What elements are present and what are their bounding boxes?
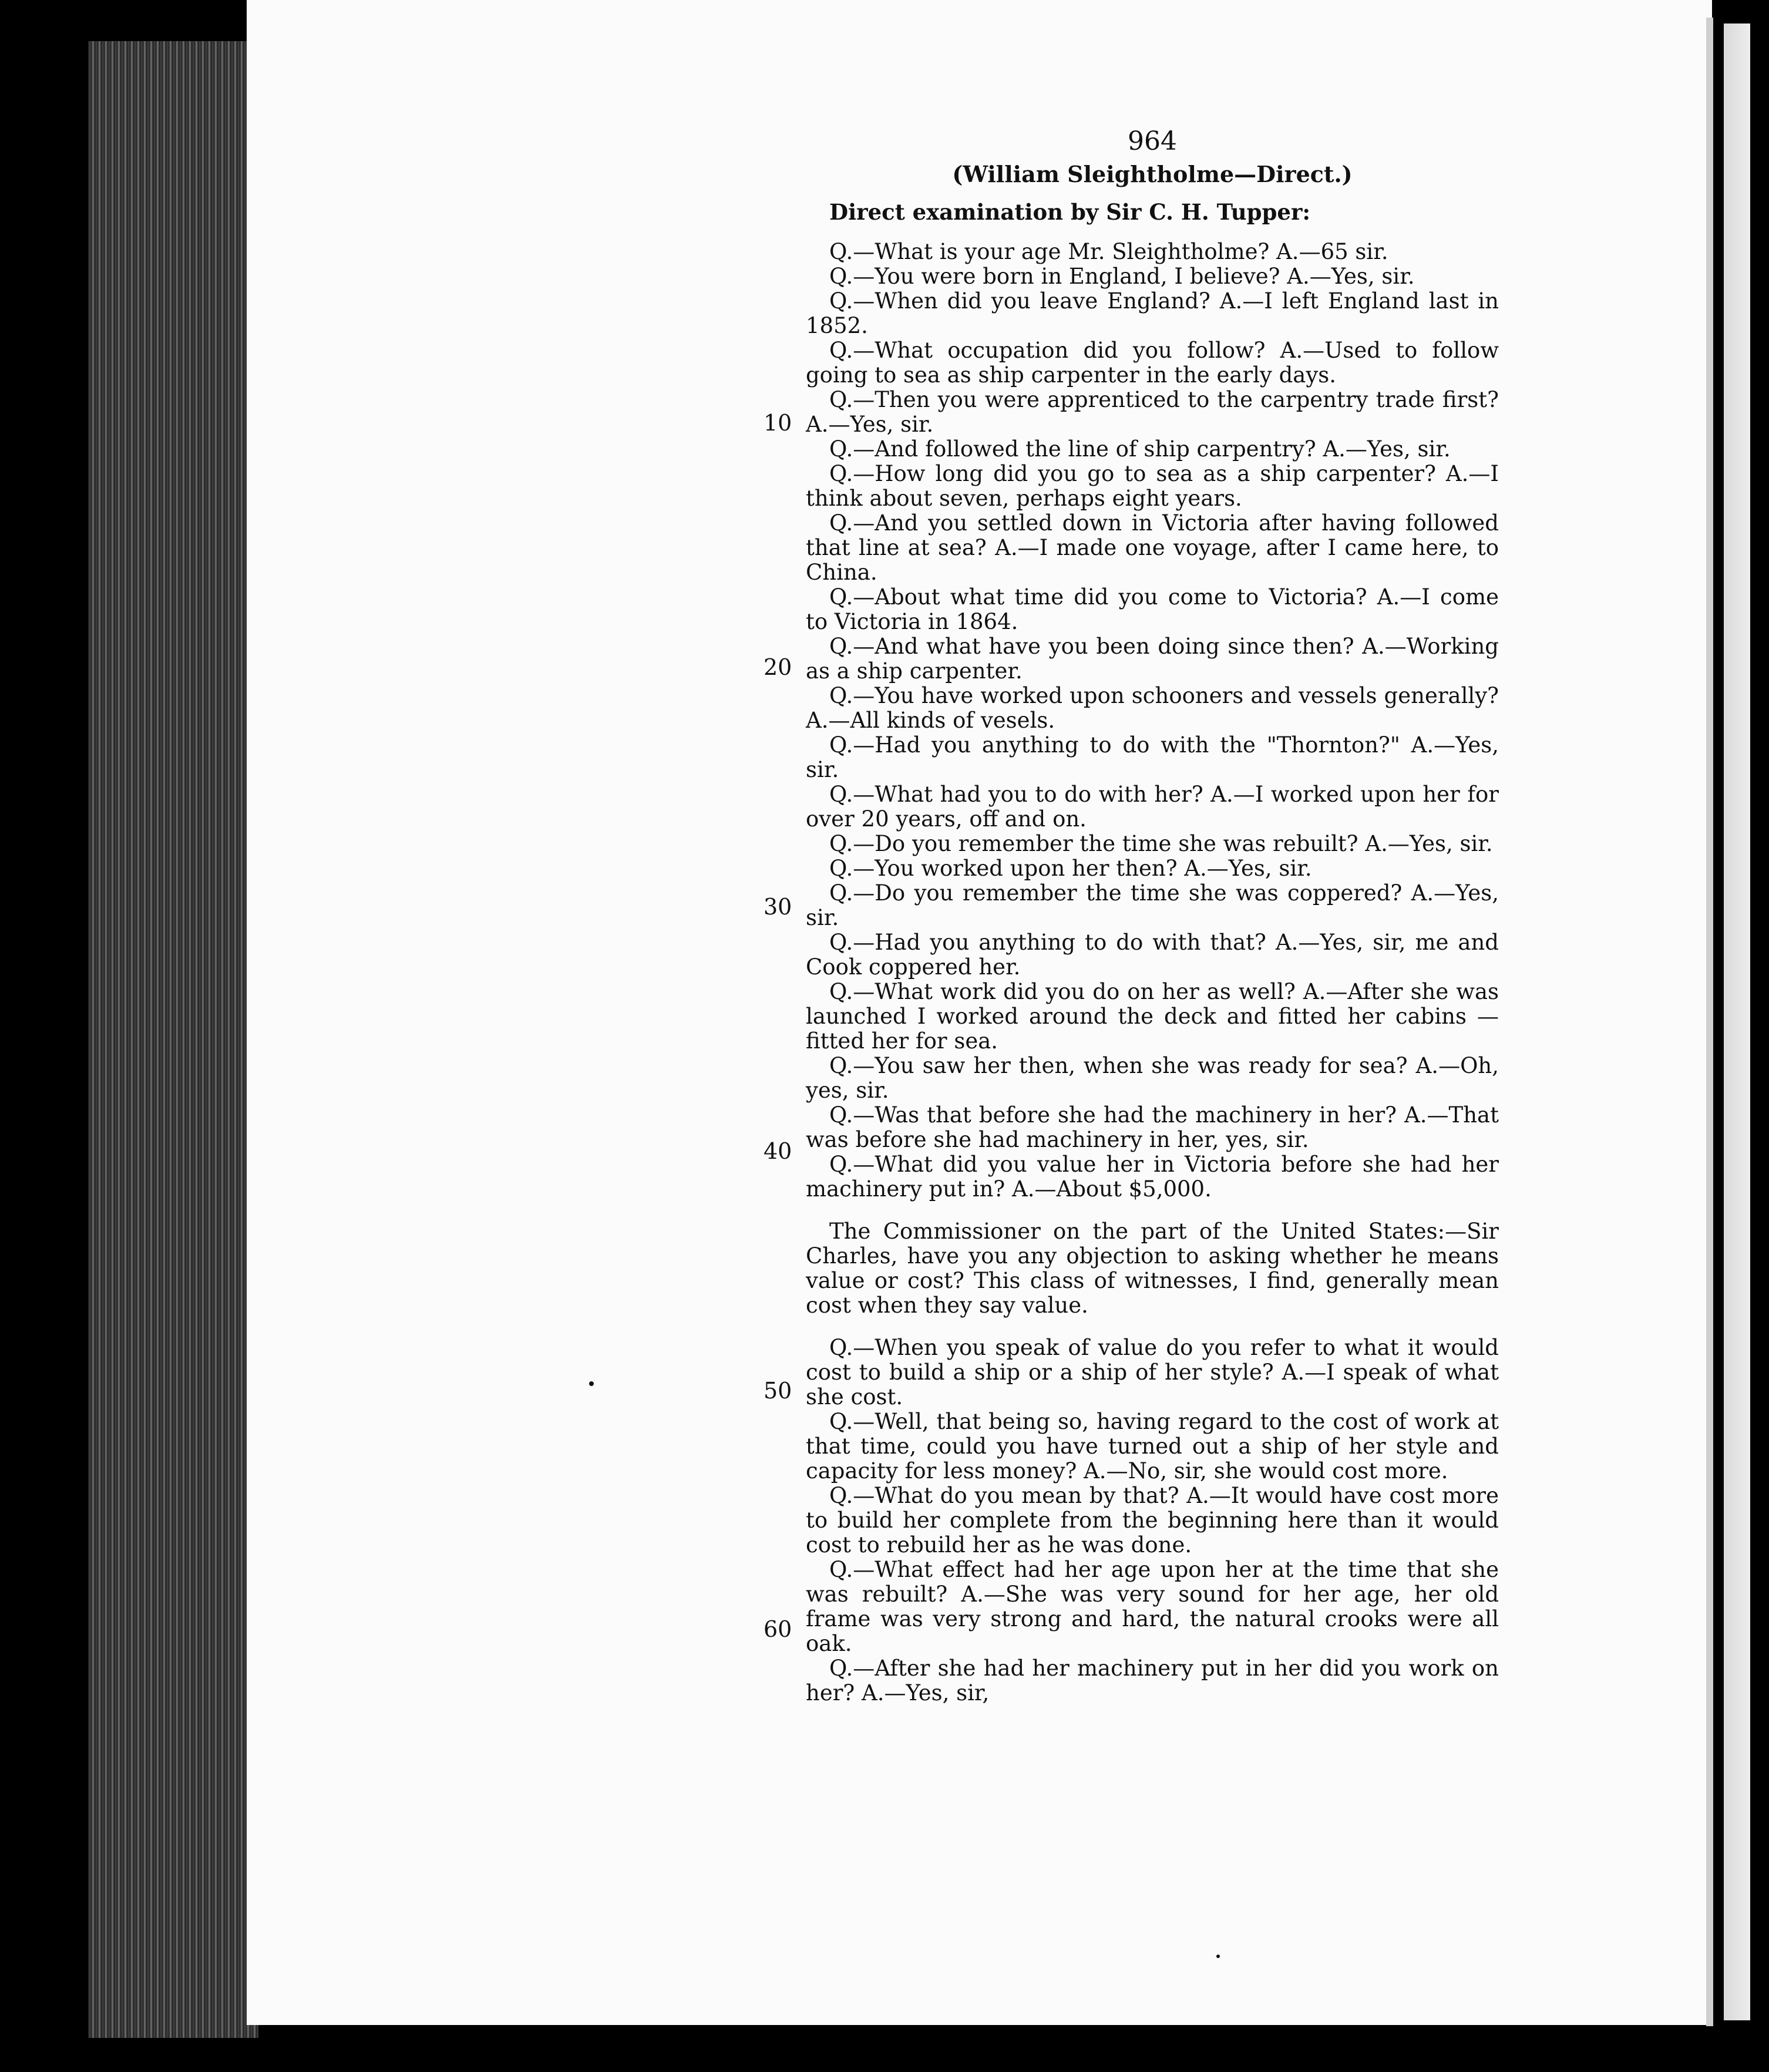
testimony-paragraph: Q.—When you speak of value do you refer to what it would cost to build a ship or a ship of her style? A.—I speak of what she cost.	[806, 1335, 1499, 1410]
testimony-paragraph: Q.—What work did you do on her as well? A.—After she was launched I worked around the deck and fitted her cabins —fitted her for sea.	[806, 979, 1499, 1054]
page-number: 964	[1128, 126, 1177, 156]
testimony-paragraph: Q.—What effect had her age upon her at the time that she was rebuilt? A.—She was very sound for her age, her old frame was very strong and hard, the natural crooks were all oak.	[806, 1557, 1499, 1656]
testimony-paragraph: Q.—You have worked upon schooners and vessels generally? A.—All kinds of vesels.	[806, 683, 1499, 733]
testimony-paragraph: Q.—What is your age Mr. Sleightholme? A.—65 sir.	[829, 239, 1388, 264]
testimony-paragraph: Q.—And you settled down in Victoria after having followed that line at sea? A.—I made one voyage, after I came here, to China.	[806, 510, 1499, 585]
facing-page-edge	[1724, 23, 1750, 2020]
line-number: 60	[764, 1616, 792, 1642]
ink-speck	[1216, 1955, 1220, 1958]
testimony-paragraph: Q.—You worked upon her then? A.—Yes, sir.	[829, 856, 1312, 881]
testimony-paragraph: Q.—What did you value her in Victoria before she had her machinery put in? A.—About $5,000.	[806, 1152, 1499, 1202]
commissioner-remark: The Commissioner on the part of the United States:—Sir Charles, have you any objection to asking whether he means value or cost? This class of witnesses, I find, generally mean cost when they say value.	[806, 1219, 1499, 1318]
testimony-paragraph: Q.—Do you remember the time she was rebuilt? A.—Yes, sir.	[829, 831, 1493, 856]
testimony-paragraph: Q.—When did you leave England? A.—I left England last in 1852.	[806, 288, 1499, 338]
testimony-paragraph: Q.—Had you anything to do with the "Thornton?" A.—Yes, sir.	[806, 732, 1499, 782]
testimony-paragraph: Q.—Do you remember the time she was coppered? A.—Yes, sir.	[806, 880, 1499, 930]
testimony-paragraph: Q.—You were born in England, I believe? A.—Yes, sir.	[829, 264, 1415, 289]
testimony-paragraph: Q.—What do you mean by that? A.—It would have cost more to build her complete from the beginning here than it would cost to rebuild her as he was done.	[806, 1483, 1499, 1558]
testimony-paragraph: Q.—Then you were apprenticed to the carpentry trade first? A.—Yes, sir.	[806, 387, 1499, 437]
testimony-paragraph: Q.—What had you to do with her? A.—I worked upon her for over 20 years, off and on.	[806, 782, 1499, 832]
testimony-paragraph: Q.—Had you anything to do with that? A.—Yes, sir, me and Cook coppered her.	[806, 930, 1499, 980]
page-text	[806, 126, 1499, 1706]
right-page-rim	[1706, 18, 1713, 2026]
running-head: (William Sleightholme—Direct.)	[952, 161, 1353, 187]
testimony-paragraph: Q.—And what have you been doing since then? A.—Working as a ship carpenter.	[806, 634, 1499, 684]
testimony-paragraph: Q.—And followed the line of ship carpentry? A.—Yes, sir.	[829, 436, 1451, 462]
testimony-paragraph: Q.—Was that before she had the machinery in her? A.—That was before she had machinery in her, yes, sir.	[806, 1102, 1499, 1152]
exam-heading: Direct examination by Sir C. H. Tupper:	[829, 199, 1311, 225]
book-page-edges	[88, 41, 258, 2038]
testimony-paragraph: Q.—After she had her machinery put in her did you work on her? A.—Yes, sir,	[806, 1656, 1499, 1706]
line-number: 30	[764, 894, 792, 920]
testimony-paragraph: Q.—How long did you go to sea as a ship carpenter? A.—I think about seven, perhaps eight years.	[806, 461, 1499, 511]
line-number: 10	[764, 410, 792, 436]
testimony-paragraph: Q.—About what time did you come to Victoria? A.—I come to Victoria in 1864.	[806, 584, 1499, 634]
testimony-paragraph: Q.—What occupation did you follow? A.—Used to follow going to sea as ship carpenter in the early days.	[806, 338, 1499, 388]
line-number: 20	[764, 654, 792, 680]
testimony-paragraph: Q.—You saw her then, when she was ready for sea? A.—Oh, yes, sir.	[806, 1053, 1499, 1103]
line-number: 50	[764, 1378, 792, 1404]
ink-speck	[589, 1381, 594, 1386]
line-number: 40	[764, 1138, 792, 1164]
testimony-paragraph: Q.—Well, that being so, having regard to the cost of work at that time, could you have turned out a ship of her style and capacity for less money? A.—No, sir, she would cost more.	[806, 1409, 1499, 1484]
